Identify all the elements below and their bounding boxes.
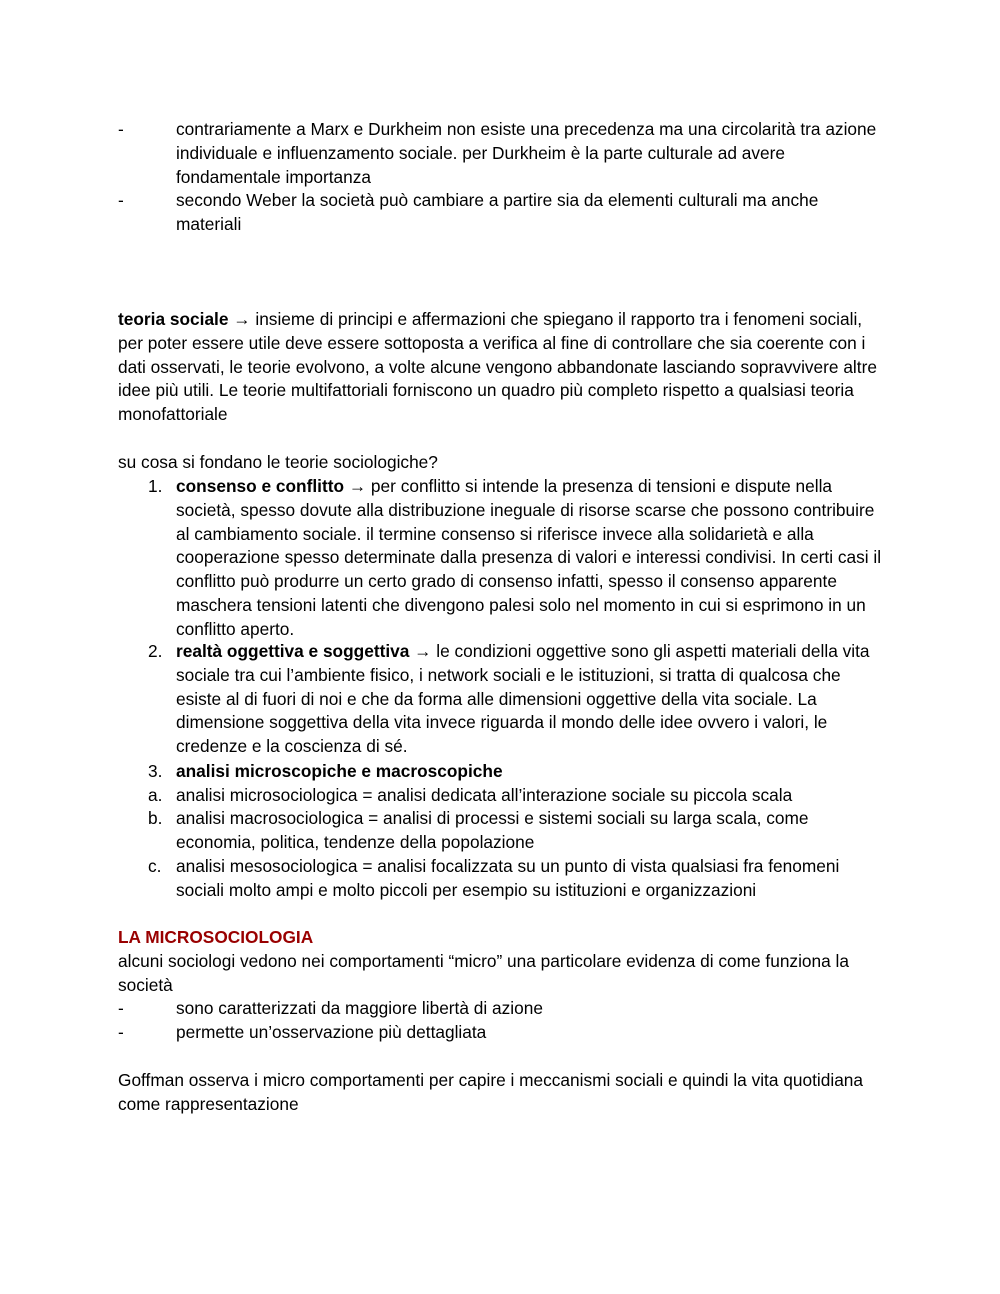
bullet-text: sono caratterizzati da maggiore libertà di azione: [176, 998, 543, 1018]
question-line: su cosa si fondano le teorie sociologiche?: [118, 452, 438, 472]
numbered-text: [176, 760, 888, 784]
numbered-body: → le condizioni oggettive sono gli aspetti materiali della vita sociale tra cui l’ambiente fisico, i network sociali e le istituzioni, si tratta di qualcosa che esiste al di fuori di noi e che da forma alle dimensioni oggettive della vita sociale. La dimensione soggettiva della vita invece riguarda il mondo delle idee ovvero i valori, le credenze e la coscienza di sé.: [176, 641, 870, 757]
bullet-marker: -: [118, 190, 124, 210]
numbered-text: [176, 640, 888, 759]
numbered-marker: 3.: [148, 761, 163, 781]
lettered-text: analisi mesosociologica = analisi focalizzata su un punto di vista qualsiasi fra fenomeni sociali molto ampi e molto piccoli per esempio su istituzioni e organizzazioni: [176, 856, 840, 900]
teoria-body: → insieme di principi e affermazioni che spiegano il rapporto tra i fenomeni sociali, per poter essere utile deve essere sottoposta a verifica al fine di controllare che sia coerente con i dati osservati, le teorie evolvono, a volte alcune vengono abbandonate lasciando sopravvivere altre idee più utili. Le teorie multifattoriali forniscono un quadro più completo rispetto a qualsiasi teoria monofattoriale: [118, 309, 877, 425]
lettered-marker: b.: [148, 808, 163, 828]
numbered-term: consenso e conflitto: [176, 476, 345, 496]
numbered-text: [176, 475, 888, 642]
micro-intro: alcuni sociologi vedono nei comportamenti “micro” una particolare evidenza di come funziona la società: [118, 951, 850, 995]
lettered-text: analisi microsociologica = analisi dedicata all’interazione sociale su piccola scala: [176, 785, 793, 805]
numbered-marker: 2.: [148, 641, 163, 661]
bullet-marker: -: [118, 1022, 124, 1042]
numbered-body: → per conflitto si intende la presenza di tensioni e dispute nella società, spesso dovute alla distribuzione ineguale di risorse scarse che possono contribuire al cambiamento sociale. il termine consenso si riferisce invece alla solidarietà e alla cooperazione spesso determinate dalla presenza di valori e interessi condivisi. In certi casi il conflitto può produrre un certo grado di consenso infatti, spesso il consenso apparente maschera tensioni latenti che divengono palesi solo nel momento in cui si esprimono in un conflitto aperto.: [176, 476, 882, 639]
bullet-text: contrariamente a Marx e Durkheim non esiste una precedenza ma una circolarità tra azione individuale e influenzamento sociale. per Durkheim è la parte culturale ad avere fondamentale importanza: [176, 119, 877, 187]
lettered-marker: a.: [148, 785, 163, 805]
numbered-term: realtà oggettiva e soggettiva: [176, 641, 410, 661]
goffman-paragraph: Goffman osserva i micro comportamenti per capire i meccanismi sociali e quindi la vita quotidiana come rappresentazione: [118, 1070, 864, 1114]
bullet-marker: -: [118, 119, 124, 139]
numbered-marker: 1.: [148, 476, 163, 496]
bullet-text: secondo Weber la società può cambiare a partire sia da elementi culturali ma anche materiali: [176, 190, 819, 234]
bullet-marker: -: [118, 998, 124, 1018]
lettered-marker: c.: [148, 856, 162, 876]
numbered-term: analisi microscopiche e macroscopiche: [176, 761, 503, 781]
teoria-paragraph: [118, 308, 888, 427]
teoria-term: teoria sociale: [118, 309, 229, 329]
lettered-text: analisi macrosociologica = analisi di processi e sistemi sociali su larga scala, come economia, politica, tendenze della popolazione: [176, 808, 809, 852]
section-heading: LA MICROSOCIOLOGIA: [118, 927, 314, 947]
bullet-text: permette un’osservazione più dettagliata: [176, 1022, 487, 1042]
